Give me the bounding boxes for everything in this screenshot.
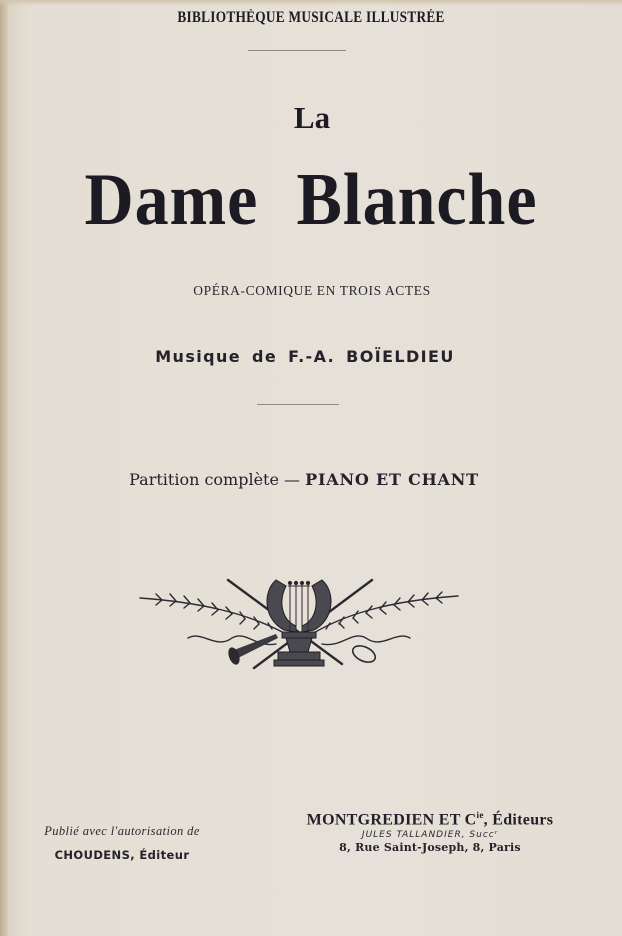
series-heading: BIBLIOTHÈQUE MUSICALE ILLUSTRÉE [177, 9, 445, 26]
page-title: Dame Blanche [84, 159, 538, 241]
publisher-address: 8, Rue Saint-Joseph, 8, Paris [339, 841, 521, 855]
partition-line [0, 470, 622, 489]
subtitle: OPÉRA-COMIQUE EN TROIS ACTES [193, 283, 431, 298]
divider-rule [248, 50, 346, 51]
original-publisher: CHOUDENS, Éditeur [54, 848, 190, 862]
divider-rule [257, 404, 339, 405]
successor-line: JULES TALLANDIER, Succʳ [361, 830, 499, 841]
lyre-ornament-icon [136, 572, 462, 680]
partition-label: Partition complète — [129, 470, 301, 489]
page-top-shadow [0, 0, 622, 6]
authorisation-text: Publié avec l'autorisation de [44, 824, 200, 838]
page-edge-shadow [0, 0, 8, 936]
composer-credit: Musique de F.-A. BOÏELDIEU [155, 347, 455, 366]
publisher-name-main: MONTGREDIEN ET C [306, 811, 477, 829]
title-article: La [293, 100, 331, 135]
publisher-name [290, 810, 570, 829]
authorisation-block [22, 824, 222, 862]
partition-type: PIANO ET CHANT [305, 470, 479, 489]
publisher-block [290, 810, 570, 854]
publisher-name-sup: ie [476, 810, 484, 820]
publisher-name-suffix: , Éditeurs [483, 811, 554, 829]
